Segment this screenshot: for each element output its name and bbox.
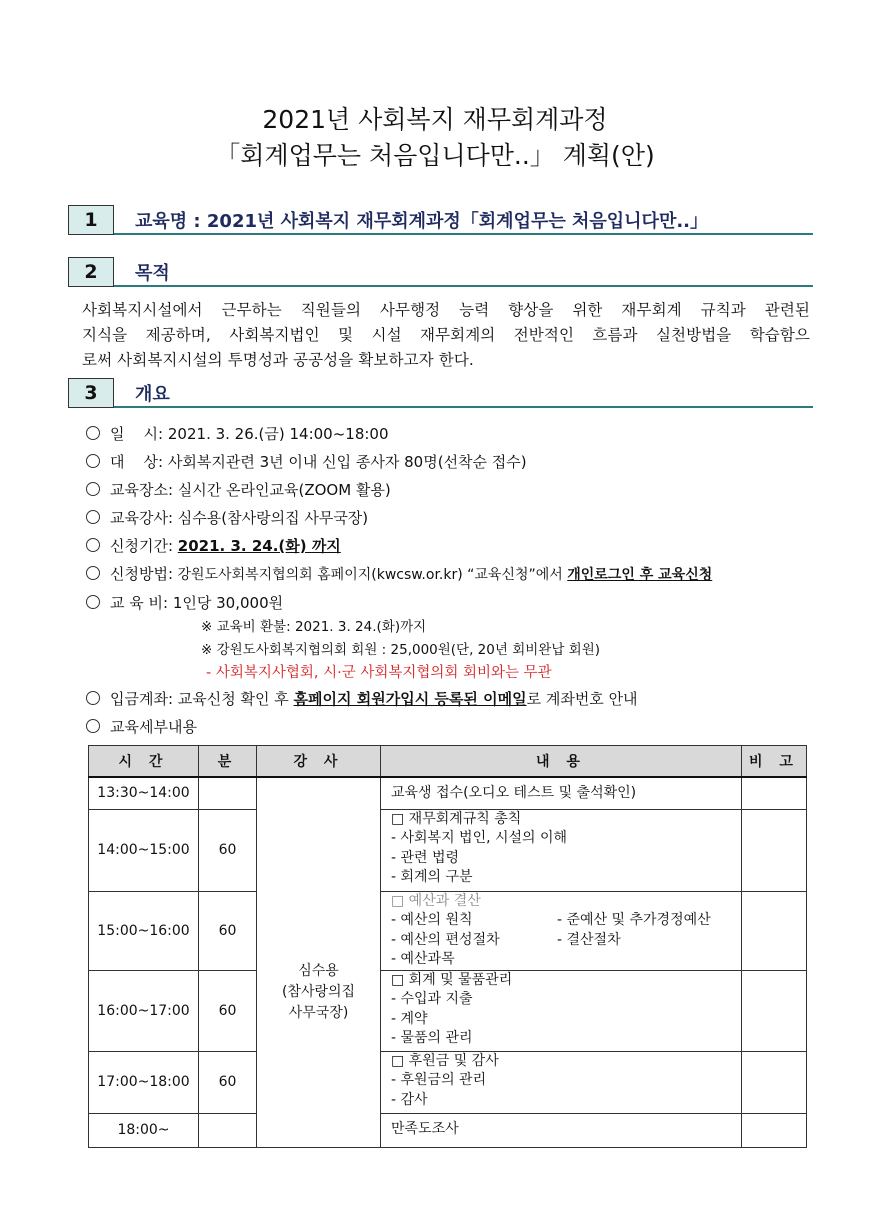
note-cell — [742, 777, 807, 809]
bullet-circle-icon — [86, 510, 100, 524]
instructor-cell: 심수용 (참사랑의집 사무국장) — [257, 777, 381, 1147]
document-title: 2021년 사회복지 재무회계과정 — [262, 105, 608, 134]
note-cell — [742, 891, 807, 970]
overview-method: 신청방법: 강원도사회복지협의회 홈페이지(kwcsw.or.kr) “교육신청”에서 개인로그인 후 교육신청 — [86, 563, 712, 584]
section-2 — [68, 257, 813, 287]
header-minutes: 분 — [199, 746, 257, 778]
time-cell: 15:00~16:00 — [89, 891, 199, 970]
section-heading: 목적 — [135, 263, 170, 284]
table-row — [89, 1113, 807, 1147]
bullet-circle-icon — [86, 566, 100, 580]
fee-note: ※ 강원도사회복지협의회 회원 : 25,000원(단, 20년 회비완납 회원) — [201, 642, 600, 658]
time-cell: 18:00~ — [89, 1113, 199, 1147]
fee-warning: - 사회복지사협회, 시·군 사회복지협의회 회비와는 무관 — [206, 665, 552, 681]
header-instructor: 강 사 — [257, 746, 381, 778]
minutes-cell: 60 — [199, 809, 257, 891]
table-row — [89, 777, 807, 809]
time-cell: 13:30~14:00 — [89, 777, 199, 809]
minutes-cell: 60 — [199, 970, 257, 1051]
table-row — [89, 1051, 807, 1113]
content-cell: □ 후원금 및 감사 - 후원금의 관리 - 감사 — [381, 1051, 742, 1113]
content-cell: □ 회계 및 물품관리 - 수입과 지출 - 계약 - 물품의 관리 — [381, 970, 742, 1051]
table-header-row — [89, 746, 807, 778]
note-cell — [742, 1051, 807, 1113]
section-1 — [68, 205, 813, 235]
table-row — [89, 809, 807, 891]
section-number: 3 — [68, 378, 114, 408]
content-cell: 만족도조사 — [381, 1113, 742, 1147]
bullet-circle-icon — [86, 454, 100, 468]
time-cell: 16:00~17:00 — [89, 970, 199, 1051]
minutes-cell — [199, 1113, 257, 1147]
content-cell: 교육생 접수(오디오 테스트 및 출석확인) — [381, 777, 742, 809]
table-row — [89, 891, 807, 970]
minutes-cell — [199, 777, 257, 809]
header-note: 비 고 — [742, 746, 807, 778]
overview-details: 교육세부내용 — [86, 716, 197, 737]
overview-target: 대 상: 사회복지관련 3년 이내 신입 종사자 80명(선착순 접수) — [86, 451, 527, 472]
bullet-circle-icon — [86, 482, 100, 496]
section-heading: 개요 — [135, 384, 170, 405]
bullet-circle-icon — [86, 595, 100, 609]
bullet-circle-icon — [86, 719, 100, 733]
section-number: 2 — [68, 257, 114, 287]
overview-deposit: 입금계좌: 교육신청 확인 후 홈페이지 회원가입시 등록된 이메일로 계좌번호 안내 — [86, 688, 638, 709]
note-cell — [742, 809, 807, 891]
header-time: 시 간 — [89, 746, 199, 778]
overview-place: 교육장소: 실시간 온라인교육(ZOOM 활용) — [86, 479, 391, 500]
purpose-line: 사회복지시설에서 근무하는 직원들의 사무행정 능력 향상을 위한 재무회계 규칙과 관련된 — [82, 301, 810, 319]
header-content: 내 용 — [381, 746, 742, 778]
section-heading: 교육명 : 2021년 사회복지 재무회계과정「회계업무는 처음입니다만..」 — [135, 211, 709, 232]
schedule-table — [88, 745, 807, 1148]
overview-lecturer: 교육강사: 심수용(참사랑의집 사무국장) — [86, 507, 368, 528]
content-cell: □ 재무회계규칙 총칙 - 사회복지 법인, 시설의 이해 - 관련 법령 - 회계의 구분 — [381, 809, 742, 891]
content-cell: □ 예산과 결산 - 예산의 원칙 - 준예산 및 추가경정예산 - 예산의 편성절차 - 결산절차 - 예산과목 — [381, 891, 742, 970]
section-rule — [114, 233, 813, 235]
note-cell — [742, 1113, 807, 1147]
purpose-line: 로써 사회복지시설의 투명성과 공공성을 확보하고자 한다. — [82, 351, 474, 369]
minutes-cell: 60 — [199, 1051, 257, 1113]
table-row — [89, 970, 807, 1051]
overview-fee: 교 육 비: 1인당 30,000원 — [86, 592, 283, 613]
time-cell: 17:00~18:00 — [89, 1051, 199, 1113]
section-number: 1 — [68, 205, 114, 235]
overview-date: 일 시: 2021. 3. 26.(금) 14:00~18:00 — [86, 423, 389, 444]
bullet-circle-icon — [86, 691, 100, 705]
section-rule — [114, 406, 813, 408]
section-rule — [114, 285, 813, 287]
overview-period: 신청기간: 2021. 3. 24.(화) 까지 — [86, 535, 341, 556]
bullet-circle-icon — [86, 538, 100, 552]
section-3 — [68, 378, 813, 408]
time-cell: 14:00~15:00 — [89, 809, 199, 891]
fee-note: ※ 교육비 환불: 2021. 3. 24.(화)까지 — [201, 619, 427, 635]
document-subtitle: 「회계업무는 처음입니다만..」 계획(안) — [215, 141, 655, 170]
note-cell — [742, 970, 807, 1051]
minutes-cell: 60 — [199, 891, 257, 970]
purpose-paragraph — [82, 298, 810, 373]
purpose-line: 지식을 제공하며, 사회복지법인 및 시설 재무회계의 전반적인 흐름과 실천방법을 학습함으 — [82, 326, 810, 344]
bullet-circle-icon — [86, 426, 100, 440]
